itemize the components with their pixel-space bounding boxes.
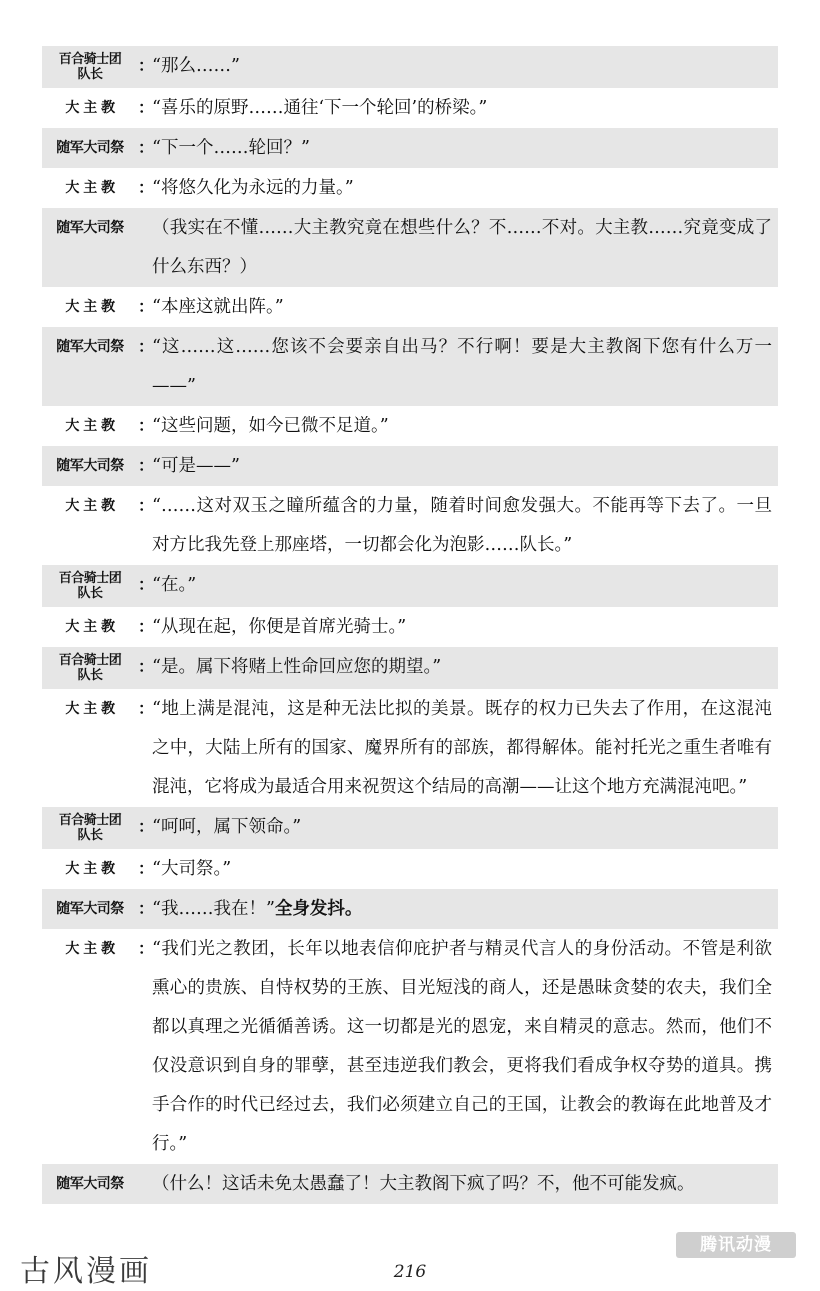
dialogue-text: “这些问题，如今已微不足道。” (152, 415, 389, 436)
dialogue-line (152, 1165, 778, 1204)
dialogue-page (42, 46, 778, 1204)
stage-direction: 全身发抖。 (274, 898, 363, 919)
speaker-name-part: 百合骑士团 (58, 571, 122, 586)
dialogue-line (152, 129, 778, 168)
speaker-colon: ： (138, 178, 155, 197)
dialogue-row (42, 807, 778, 849)
speaker-name: 大 主 教 (65, 299, 115, 315)
dialogue-text: “我们光之教团，长年以地表信仰庇护者与精灵代言人的身份活动。不管是利欲熏心的贵族、自恃权势的王族、目光短浅的商人，还是愚昧贪婪的农夫，我们全都以真理之光循循善诱。这一切都是光的恩宠，来自精灵的意志。然而，他们不仅没意识到自身的罪孽，甚至违逆我们教会，更将我们看成争权夺势的道具。携手合作的时代已经过去，我们必须建立自己的王国，让教会的教诲在此地普及才行。” (152, 938, 772, 1154)
speaker-colon: ： (138, 416, 155, 435)
dialogue-row (42, 889, 778, 929)
dialogue-line (152, 47, 778, 86)
dialogue-text: “地上满是混沌，这是种无法比拟的美景。既存的权力已失去了作用，在这混沌之中，大陆上所有的国家、魔界所有的部族，都得解体。能衬托光之重生者唯有混沌，它将成为最适合用来祝贺这个结局的高潮——让这个地方充满混沌吧。” (152, 698, 772, 797)
speaker-name-part: 队长 (77, 828, 103, 843)
speaker-name: 随军大司祭 (56, 1176, 124, 1192)
speaker-name-part: 队长 (77, 668, 103, 683)
dialogue-text: “从现在起，你便是首席光骑士。” (152, 616, 407, 637)
dialogue-row (42, 929, 778, 1164)
speaker-colon: ： (138, 496, 155, 515)
speaker-name: 大 主 教 (65, 100, 115, 116)
dialogue-row (42, 486, 778, 565)
dialogue-line (152, 288, 778, 327)
dialogue-text: “本座这就出阵。” (152, 296, 284, 317)
dialogue-text: “这……这……您该不会要亲自出马？不行啊！要是大主教阁下您有什么万一——” (152, 336, 772, 396)
dialogue-text: “我……我在！” (152, 898, 275, 919)
dialogue-text: “……这对双玉之瞳所蕴含的力量，随着时间愈发强大。不能再等下去了。一旦对方比我先登上那座塔，一切都会化为泡影……队长。” (152, 495, 772, 555)
speaker-name: 大 主 教 (65, 861, 115, 877)
dialogue-row (42, 849, 778, 889)
speaker-colon: ： (138, 98, 155, 117)
speaker-colon: ： (138, 939, 155, 958)
speaker-name: 大 主 教 (65, 498, 115, 514)
dialogue-row (42, 287, 778, 327)
speaker-name: 随军大司祭 (56, 339, 124, 355)
speaker-name: 大 主 教 (65, 180, 115, 196)
speaker-name: 随军大司祭 (56, 140, 124, 156)
dialogue-text: “在。” (152, 574, 197, 595)
dialogue-row (42, 689, 778, 807)
dialogue-text: “喜乐的原野……通往‘下一个轮回’的桥梁。” (152, 97, 488, 118)
speaker-name (42, 52, 138, 82)
speaker-colon: ： (138, 456, 155, 475)
dialogue-text: “大司祭。” (152, 858, 232, 879)
speaker-name: 大 主 教 (65, 619, 115, 635)
dialogue-line (152, 608, 778, 647)
speaker-name (42, 571, 138, 601)
dialogue-row (42, 208, 778, 287)
dialogue-row (42, 406, 778, 446)
dialogue-line (152, 487, 778, 565)
speaker-colon: ： (138, 657, 155, 676)
speaker-colon: ： (138, 297, 155, 316)
dialogue-text: “是。属下将赌上性命回应您的期望。” (152, 656, 442, 677)
speaker-name-part: 队长 (77, 67, 103, 82)
speaker-colon: ： (138, 575, 155, 594)
watermark-logo: 腾讯动漫 (676, 1232, 796, 1258)
dialogue-row (42, 1164, 778, 1204)
speaker-name: 大 主 教 (65, 418, 115, 434)
dialogue-text: “将悠久化为永远的力量。” (152, 177, 354, 198)
page-number: 216 (393, 1262, 427, 1282)
speaker-colon: ： (138, 699, 155, 718)
speaker-name-part: 百合骑士团 (58, 52, 122, 67)
speaker-name: 随军大司祭 (56, 901, 124, 917)
speaker-name: 随军大司祭 (56, 220, 124, 236)
dialogue-row (42, 327, 778, 406)
dialogue-line (152, 328, 778, 406)
speaker-name (42, 813, 138, 843)
dialogue-row (42, 128, 778, 168)
speaker-name: 大 主 教 (65, 701, 115, 717)
dialogue-line (152, 169, 778, 208)
speaker-name-part: 队长 (77, 586, 103, 601)
speaker-colon: ： (138, 817, 155, 836)
dialogue-line (152, 407, 778, 446)
dialogue-line (152, 447, 778, 486)
dialogue-line (152, 209, 778, 287)
speaker-colon: ： (138, 56, 155, 75)
speaker-name-part: 百合骑士团 (58, 653, 122, 668)
dialogue-text: （什么！这话未免太愚蠢了！大主教阁下疯了吗？不，他不可能发疯。 (152, 1173, 695, 1194)
speaker-colon: ： (138, 899, 155, 918)
dialogue-line (152, 930, 778, 1164)
dialogue-row (42, 565, 778, 607)
dialogue-row (42, 607, 778, 647)
dialogue-line (152, 890, 778, 929)
dialogue-row (42, 46, 778, 88)
dialogue-row (42, 88, 778, 128)
dialogue-text: “可是——” (152, 455, 240, 476)
dialogue-line (152, 566, 778, 605)
dialogue-text: “呵呵，属下领命。” (152, 816, 302, 837)
speaker-name: 大 主 教 (65, 941, 115, 957)
speaker-name: 随军大司祭 (56, 458, 124, 474)
speaker-colon: ： (138, 617, 155, 636)
speaker-name (42, 653, 138, 683)
dialogue-text: “下一个……轮回？” (152, 137, 310, 158)
dialogue-row (42, 168, 778, 208)
speaker-colon: ： (138, 859, 155, 878)
dialogue-line (152, 648, 778, 687)
dialogue-row (42, 647, 778, 689)
dialogue-line (152, 850, 778, 889)
dialogue-text: （我实在不懂……大主教究竟在想些什么？不……不对。大主教……究竟变成了什么东西？） (152, 217, 772, 277)
speaker-name-part: 百合骑士团 (58, 813, 122, 828)
dialogue-text: “那么……” (152, 55, 240, 76)
dialogue-line (152, 89, 778, 128)
speaker-colon: ： (138, 337, 155, 356)
speaker-colon: ： (138, 138, 155, 157)
dialogue-row (42, 446, 778, 486)
site-brand: 古风漫画 (20, 1254, 152, 1289)
dialogue-line (152, 808, 778, 847)
dialogue-line (152, 690, 778, 807)
